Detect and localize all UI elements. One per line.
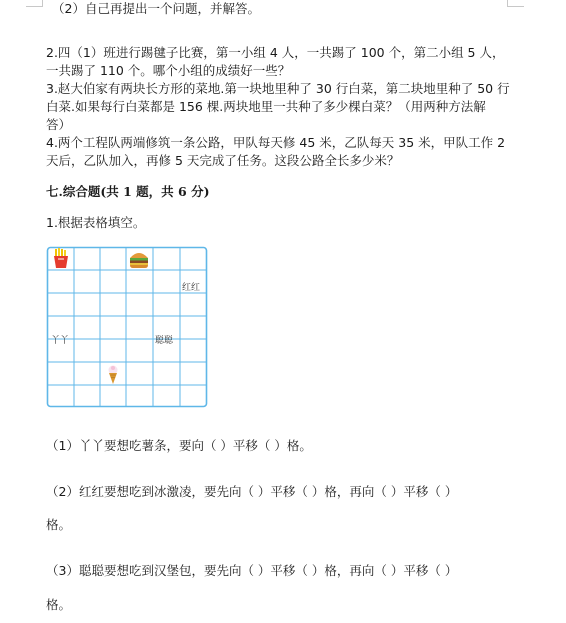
previous-subquestion: （2）自己再提出一个问题，并解答。 <box>52 1 260 16</box>
fries-icon <box>54 248 68 268</box>
subquestion-2-line-2: 格。 <box>46 517 72 532</box>
position-grid <box>46 246 210 410</box>
problem-line: 白菜.如果每行白菜都是 156 棵.两块地里一共种了多少棵白菜？（用两种方法解 <box>46 99 486 114</box>
problem-line: 4.两个工程队两端修筑一条公路，甲队每天修 45 米，乙队每天 35 米，甲队工作 2 <box>46 135 506 150</box>
question-intro: 1.根据表格填空。 <box>46 215 146 230</box>
grid-lines <box>48 248 207 407</box>
label-congcong: 聪聪 <box>155 336 174 346</box>
problem-line: 一共踢了 110 个。哪个小组的成绩好一些？ <box>46 63 291 78</box>
subquestion-3-line-2: 格。 <box>46 597 72 612</box>
label-honghong: 红红 <box>182 283 201 293</box>
page-corner-mark-right <box>507 0 524 7</box>
subquestion-1: （1）丫丫要想吃薯条，要向（ ）平移（ ）格。 <box>46 438 312 453</box>
page-corner-mark-left <box>26 0 43 7</box>
burger-icon <box>130 253 148 268</box>
problem-line: 3.赵大伯家有两块长方形的菜地.第一块地里种了 30 行白菜，第二块地里种了 50 行 <box>46 81 510 96</box>
section-heading: 七.综合题(共 1 题，共 6 分) <box>46 184 210 199</box>
subquestion-3-line-1: （3）聪聪要想吃到汉堡包，要先向（ ）平移（ ）格，再向（ ）平移（ ） <box>46 563 458 578</box>
label-yaya: 丫丫 <box>51 336 70 346</box>
problem-line: 2.四（1）班进行踢毽子比赛，第一小组 4 人，一共踢了 100 个，第二小组 5 人， <box>46 45 505 60</box>
subquestion-2-line-1: （2）红红要想吃到冰激凌，要先向（ ）平移（ ）格，再向（ ）平移（ ） <box>46 484 458 499</box>
problem-line: 答） <box>46 117 72 132</box>
problem-line: 天后，乙队加入，再修 5 天完成了任务。这段公路全长多少米？ <box>46 153 400 168</box>
ice-cream-icon <box>109 366 118 385</box>
